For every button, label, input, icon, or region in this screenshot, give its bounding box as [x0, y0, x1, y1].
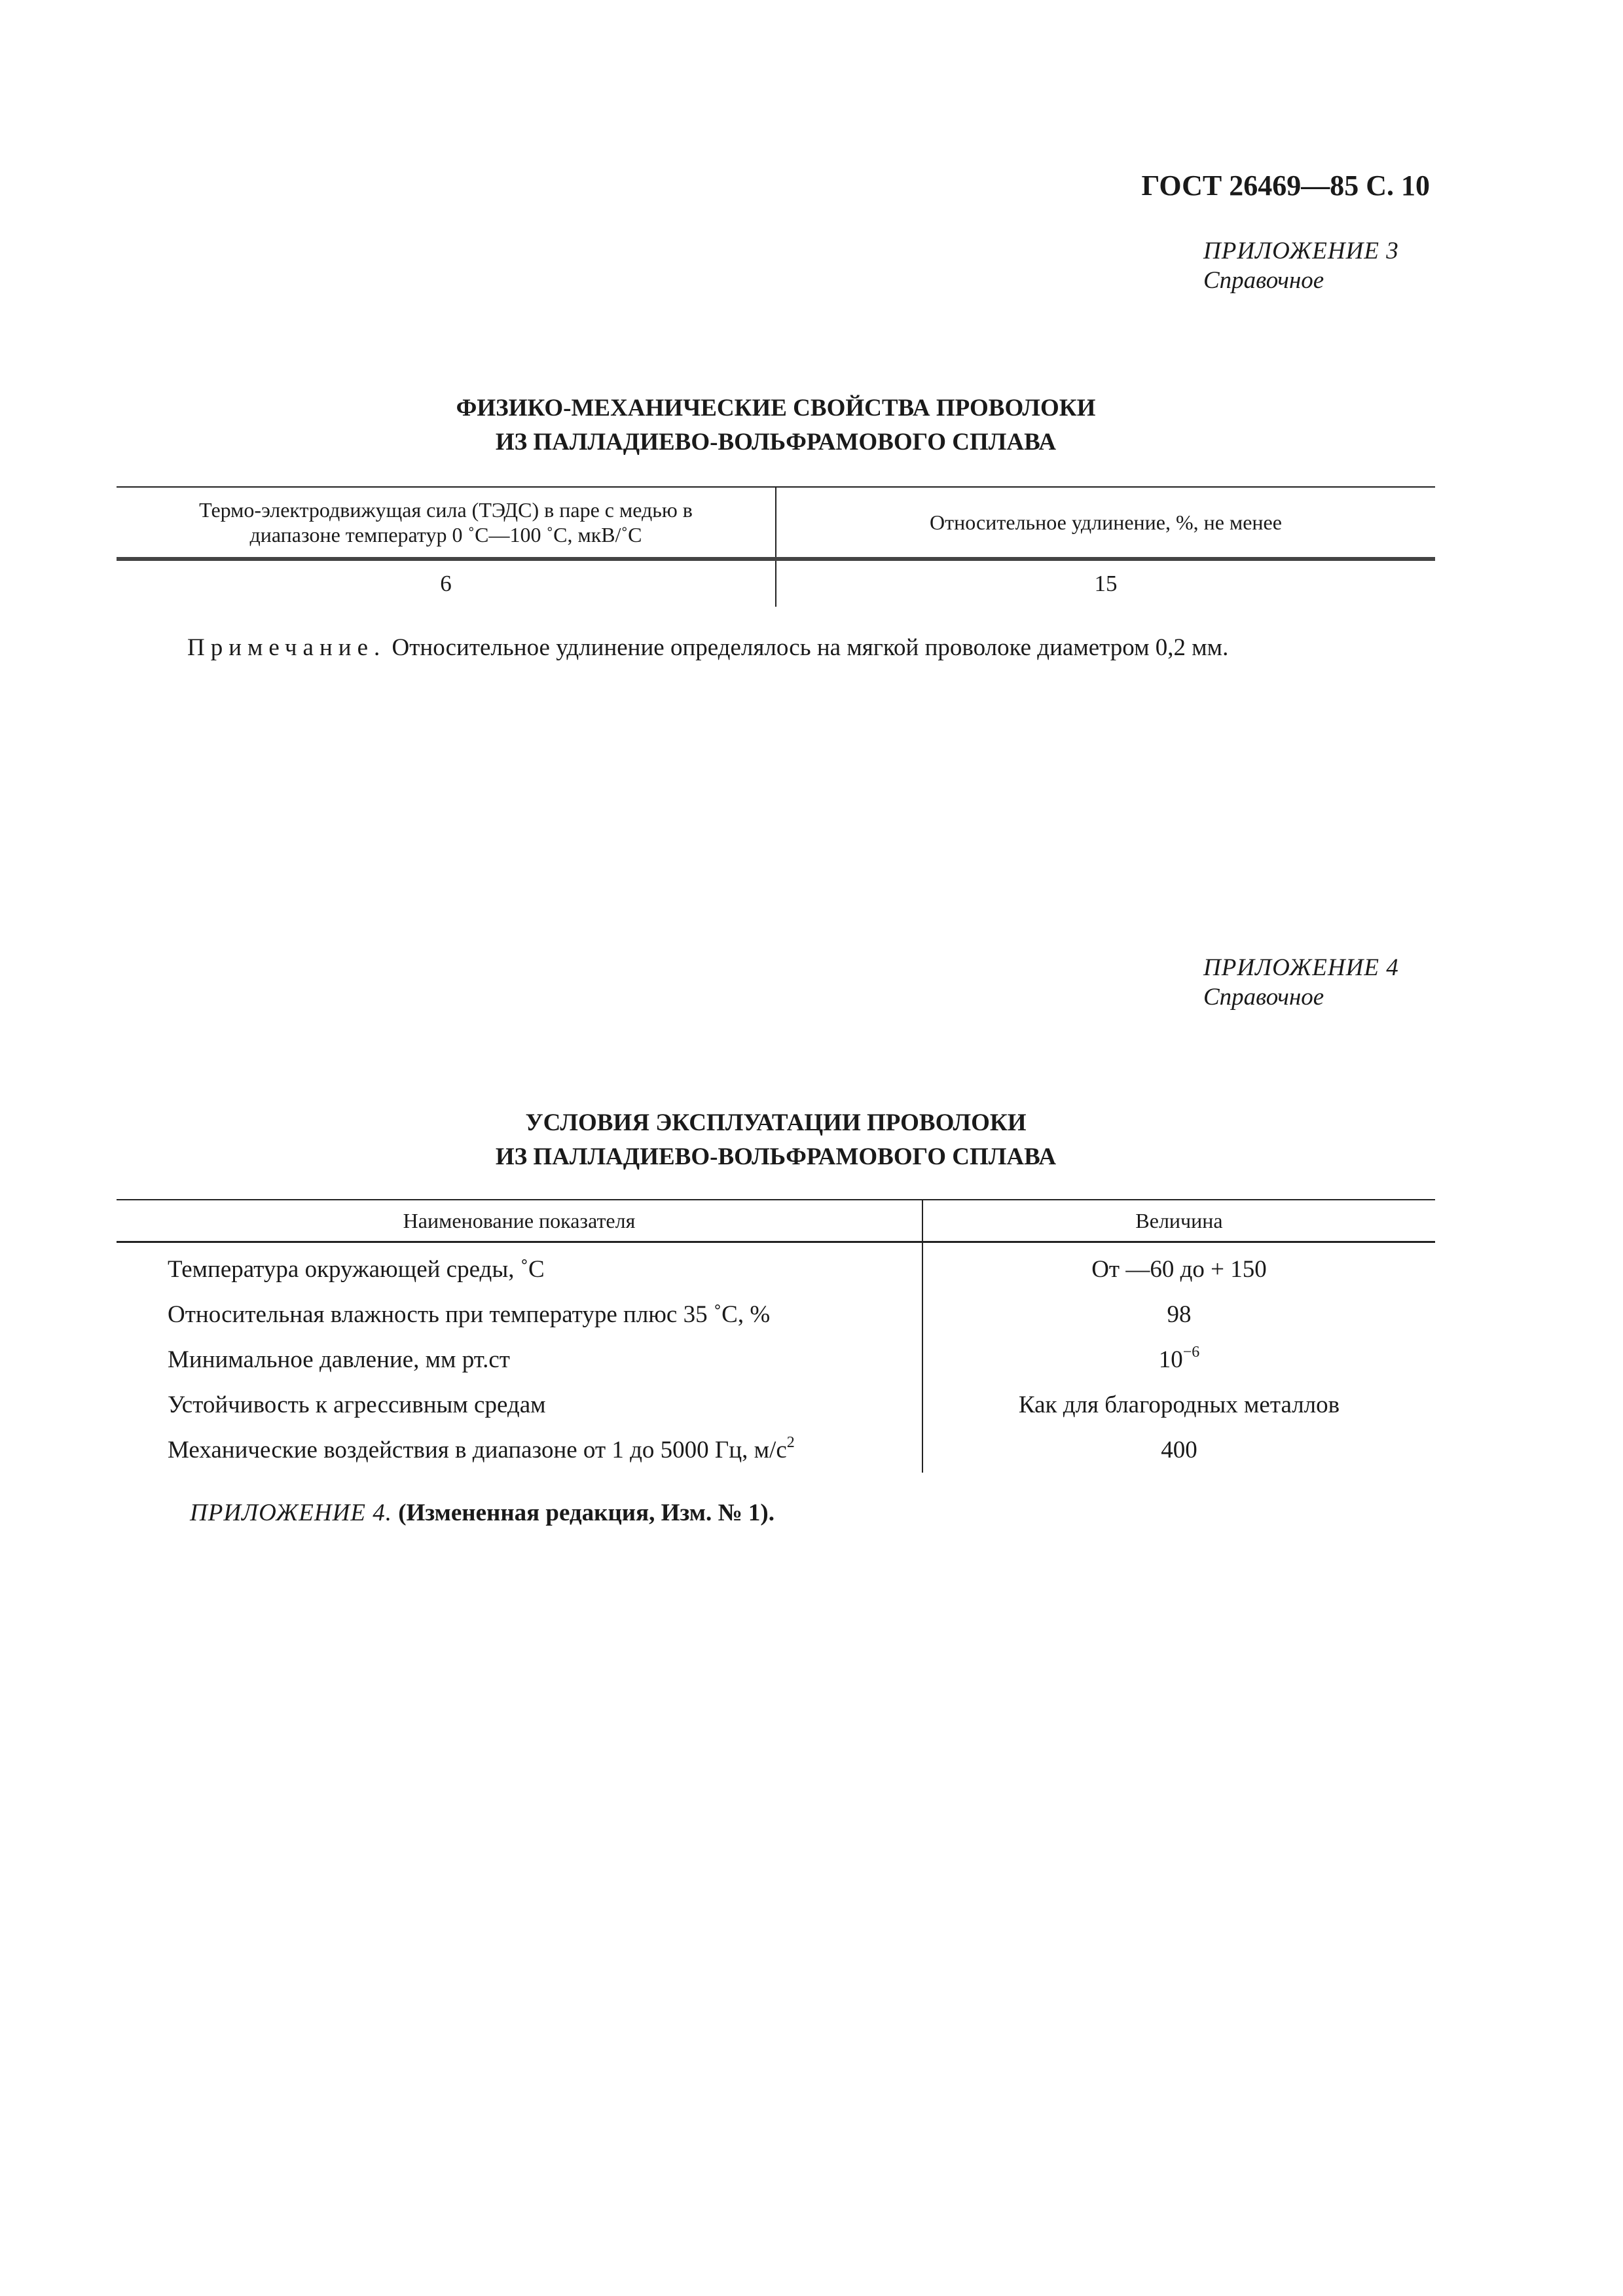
appendix-4-title — [117, 1106, 1435, 1174]
row-value: От —60 до + 150 — [1091, 1256, 1267, 1283]
table-row — [117, 559, 1435, 607]
table-row — [117, 1337, 1435, 1382]
row-value: 98 — [1167, 1301, 1192, 1328]
row-value — [922, 1337, 1435, 1382]
note-text: Относительное удлинение определялось на мягкой проволоке диаметром 0,2 мм. — [392, 634, 1229, 661]
header-cell-tedc: Термо-электродвижущая сила (ТЭДС) в паре с медью в диапазоне температур 0 ˚C—100 ˚C, мкВ/˚C — [117, 487, 776, 559]
appendix-type: Справочное — [1203, 984, 1324, 1011]
value-exponent: −6 — [1182, 1344, 1200, 1361]
table-header-row — [117, 487, 1435, 559]
revision-label: ПРИЛОЖЕНИЕ 4. — [190, 1499, 392, 1526]
title-line: ИЗ ПАЛЛАДИЕВО-ВОЛЬФРАМОВОГО СПЛАВА — [495, 1143, 1057, 1170]
table-cell: 6 — [117, 559, 776, 607]
header-cell-value: Величина — [922, 1200, 1435, 1242]
title-line: ИЗ ПАЛЛАДИЕВО-ВОЛЬФРАМОВОГО СПЛАВА — [495, 429, 1057, 456]
properties-table — [117, 486, 1435, 607]
appendix-type: Справочное — [1203, 267, 1324, 294]
name-exponent: 2 — [786, 1434, 795, 1451]
appendix-3-title — [117, 391, 1435, 459]
title-line: ФИЗИКО-МЕХАНИЧЕСКИЕ СВОЙСТВА ПРОВОЛОКИ — [456, 395, 1096, 422]
appendix-number: ПРИЛОЖЕНИЕ 3 — [1203, 238, 1399, 264]
row-name: Температура окружающей среды, ˚C — [117, 1242, 922, 1293]
page-header: ГОСТ 26469—85 С. 10 — [1141, 170, 1430, 202]
appendix-4-label — [1203, 954, 1399, 1011]
table-row — [117, 1427, 1435, 1473]
row-name: Относительная влажность при температуре плюс 35 ˚C, % — [117, 1292, 922, 1337]
table-row — [117, 1242, 1435, 1293]
table-header-row — [117, 1200, 1435, 1242]
table-cell: 15 — [1094, 571, 1118, 596]
conditions-table — [117, 1199, 1435, 1473]
header-cell-name: Наименование показателя — [117, 1200, 922, 1242]
row-value: Как для благородных металлов — [1018, 1391, 1340, 1418]
row-name: Минимальное давление, мм рт.ст — [117, 1337, 922, 1382]
title-line: УСЛОВИЯ ЭКСПЛУАТАЦИИ ПРОВОЛОКИ — [525, 1109, 1027, 1136]
header-cell-elongation: Относительное удлинение, %, не менее — [776, 487, 1435, 559]
table-note — [187, 634, 1228, 662]
value-base: 10 — [1158, 1346, 1183, 1373]
appendix-number: ПРИЛОЖЕНИЕ 4 — [1203, 954, 1399, 981]
table-row — [117, 1382, 1435, 1427]
note-label: Примечание. — [187, 634, 386, 661]
table-row — [117, 1292, 1435, 1337]
row-name: Устойчивость к агрессивным средам — [117, 1382, 922, 1427]
row-value: 400 — [1161, 1437, 1197, 1463]
name-base: Механические воздействия в диапазоне от 1 до 5000 Гц, м/с — [168, 1437, 787, 1463]
appendix-3-label — [1203, 237, 1399, 295]
row-name — [117, 1427, 922, 1473]
revision-note — [190, 1499, 775, 1527]
revision-text: (Измененная редакция, Изм. № 1). — [398, 1499, 775, 1526]
